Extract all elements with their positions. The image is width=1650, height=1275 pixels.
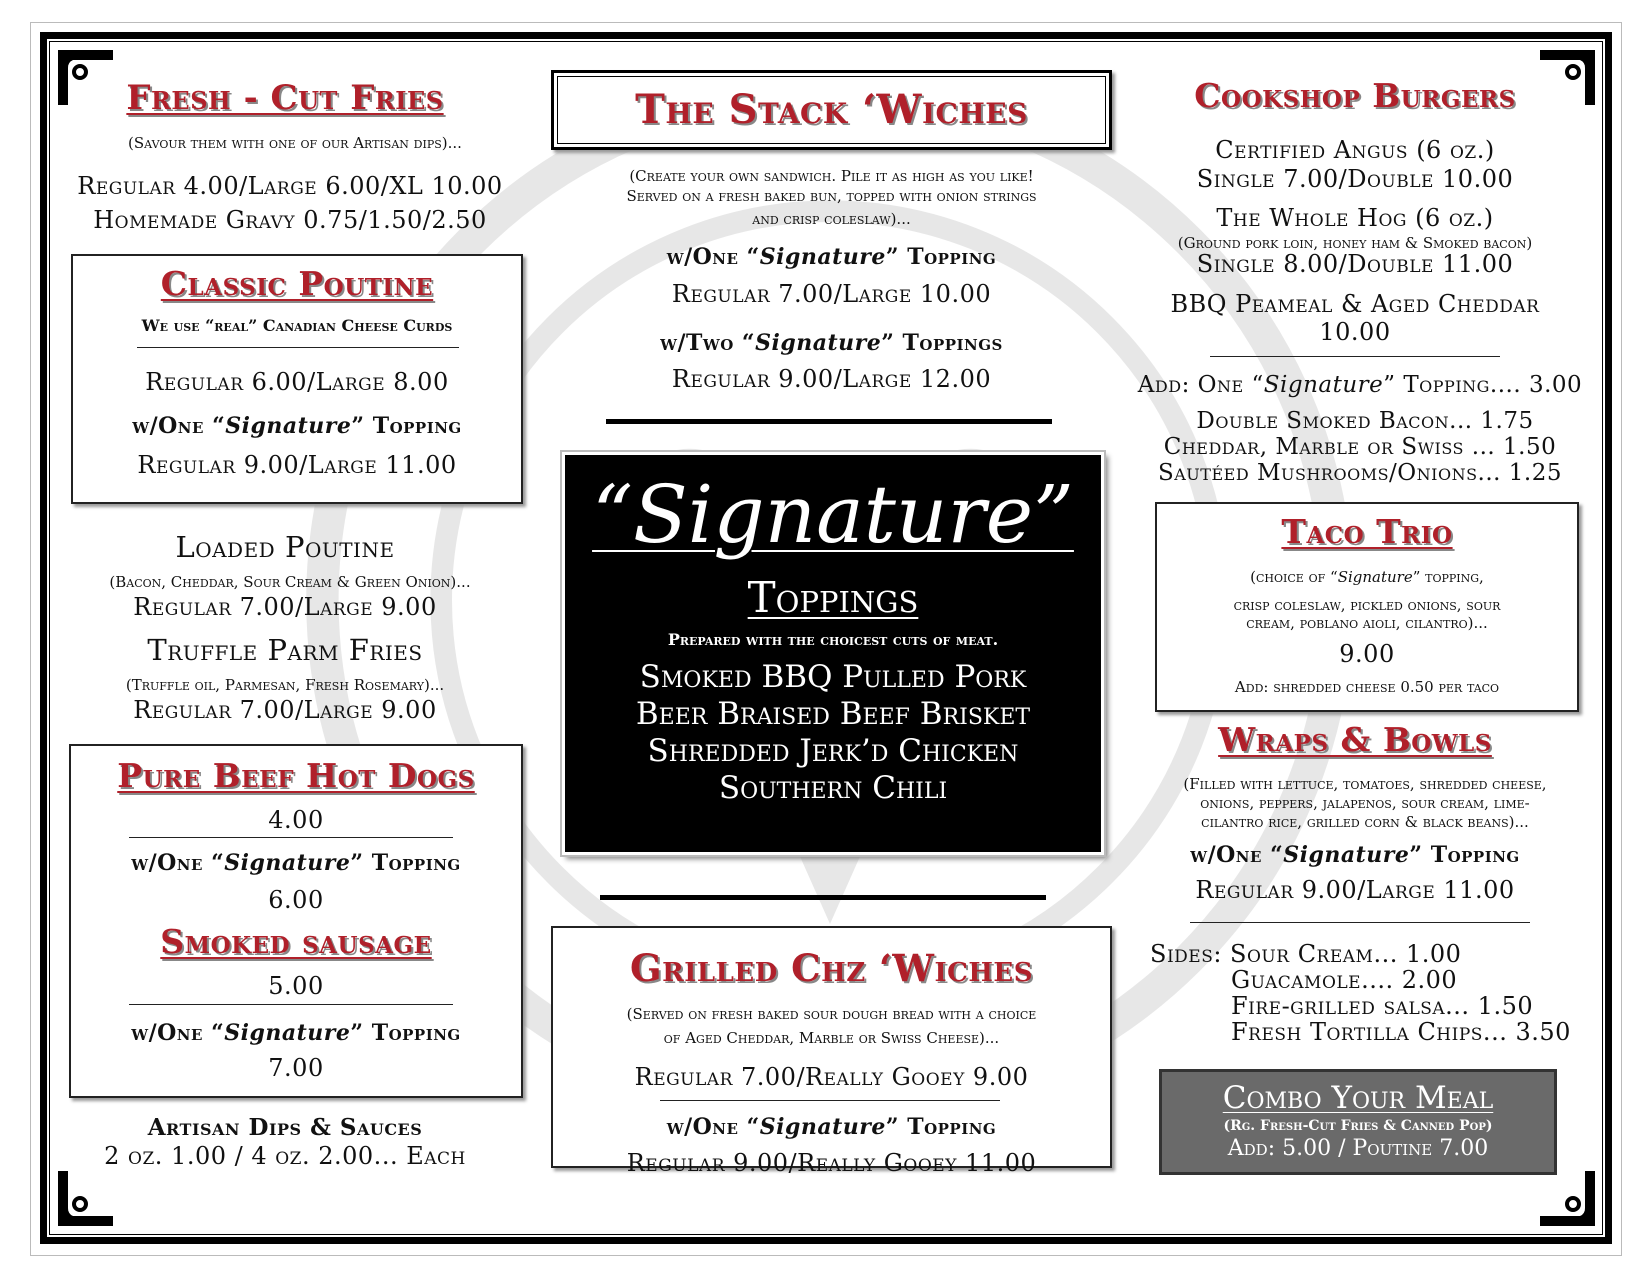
peameal-title: BBQ Peameal & Aged Cheddar <box>1170 290 1540 318</box>
stack-one-prices: Regular 7.00/Large 10.00 <box>671 280 992 308</box>
taco-title: Taco Trio <box>1281 512 1453 551</box>
stack-two-toppings: w/Two “Signature” Toppings <box>660 330 1003 356</box>
corner-ornament-icon <box>1535 1166 1595 1226</box>
signature-items-list <box>565 659 1101 807</box>
fries-prices: Regular 4.00/Large 6.00/XL 10.00 <box>77 172 503 200</box>
grilled-note-line1: (Served on fresh baked sour dough bread with a choice <box>626 1005 1037 1023</box>
hot-dogs-topping-price: 6.00 <box>268 886 324 914</box>
grilled-prices: Regular 7.00/Really Gooey 9.00 <box>634 1063 1029 1091</box>
combo-note: (Rg. Fresh-Cut Fries & Canned Pop) <box>1223 1118 1493 1134</box>
loaded-poutine-prices: Regular 7.00/Large 9.00 <box>133 593 437 621</box>
divider <box>1210 356 1500 357</box>
combo-prices: Add: 5.00 / Poutine 7.00 <box>1227 1136 1489 1161</box>
smoked-sausage-price: 5.00 <box>268 972 324 1000</box>
loaded-poutine-note: (Bacon, Cheddar, Sour Cream & Green Onion)... <box>109 573 471 591</box>
taco-note-line2: crisp coleslaw, pickled onions, sour <box>1233 596 1501 614</box>
signature-item: Beer Braised Beef Brisket <box>635 696 1031 732</box>
thick-divider <box>600 895 1046 900</box>
fries-note: (Savour them with one of our Artisan dips)... <box>128 134 462 152</box>
taco-add: Add: shredded cheese 0.50 per taco <box>1234 678 1500 696</box>
signature-subtitle: Toppings <box>747 573 919 622</box>
taco-note-line3: cream, poblano aioli, cilantro)... <box>1246 614 1488 632</box>
smoked-sausage-topping-price: 7.00 <box>268 1054 324 1082</box>
grilled-title: Grilled Chz ‘Wiches <box>630 946 1033 990</box>
dips-title: Artisan Dips & Sauces <box>147 1114 423 1141</box>
divider <box>129 1004 453 1005</box>
signature-note: Prepared with the choicest cuts of meat. <box>667 630 999 649</box>
wraps-note-line1: (Filled with lettuce, tomatoes, shredded cheese, <box>1183 775 1547 793</box>
smoked-sausage-topping: w/One “Signature” Topping <box>131 1020 461 1046</box>
fries-section <box>60 78 510 118</box>
stack-one-topping: w/One “Signature” Topping <box>666 244 997 270</box>
wraps-topping: w/One “Signature” Topping <box>1190 842 1520 868</box>
wraps-note-line3: cilantro rice, grilled corn & black beans)... <box>1201 813 1529 831</box>
loaded-poutine-title: Loaded Poutine <box>175 530 395 564</box>
wraps-topping-prices: Regular 9.00/Large 11.00 <box>1195 876 1515 904</box>
angus-title: Certified Angus (6 oz.) <box>1215 136 1495 164</box>
stack-note-line1: (Create your own sandwich. Pile it as high as you like! <box>629 167 1034 185</box>
stack-note-line2: Served on a fresh baked bun, topped with onion strings <box>626 187 1037 205</box>
burger-add-topping: Add: One “Signature” Topping.... 3.00 <box>1137 372 1583 398</box>
classic-poutine-prices: Regular 6.00/Large 8.00 <box>145 368 449 396</box>
hog-prices: Single 8.00/Double 11.00 <box>1196 250 1514 278</box>
combo-box <box>1159 1069 1557 1175</box>
taco-price: 9.00 <box>1339 640 1395 668</box>
peameal-price: 10.00 <box>1319 318 1391 346</box>
thick-divider <box>606 419 1052 424</box>
signature-item: Shredded Jerk’d Chicken <box>647 733 1019 769</box>
divider <box>1190 922 1530 923</box>
hot-dogs-title: Pure Beef Hot Dogs <box>117 756 475 795</box>
side-guacamole: Guacamole.... 2.00 <box>1231 966 1458 994</box>
hog-title: The Whole Hog (6 oz.) <box>1216 204 1494 232</box>
taco-note-line1: (choice of “Signature” topping, <box>1250 568 1484 586</box>
signature-item: Smoked BBQ Pulled Pork <box>639 659 1027 695</box>
divider <box>129 837 453 838</box>
corner-ornament-icon <box>58 1166 118 1226</box>
fries-title: Fresh - Cut Fries <box>126 78 444 118</box>
burger-add-bacon: Double Smoked Bacon... 1.75 <box>1196 408 1534 434</box>
grilled-topping: w/One “Signature” Topping <box>666 1114 997 1140</box>
stack-note-line3: and crisp coleslaw)... <box>752 210 911 228</box>
angus-prices: Single 7.00/Double 10.00 <box>1196 165 1514 193</box>
stack-two-prices: Regular 9.00/Large 12.00 <box>671 365 992 393</box>
dips-prices: 2 oz. 1.00 / 4 oz. 2.00... Each <box>104 1142 466 1170</box>
hot-dogs-topping: w/One “Signature” Topping <box>131 850 461 876</box>
truffle-note: (Truffle oil, Parmesan, Fresh Rosemary)... <box>125 676 445 694</box>
divider <box>137 347 459 348</box>
burger-add-mushrooms: Sautéed Mushrooms/Onions... 1.25 <box>1158 460 1562 486</box>
gravy-prices: Homemade Gravy 0.75/1.50/2.50 <box>93 206 487 234</box>
signature-item: Southern Chili <box>718 770 948 806</box>
divider <box>660 1100 1000 1101</box>
hot-dogs-price: 4.00 <box>268 806 324 834</box>
signature-toppings-box <box>562 452 1104 855</box>
combo-title: Combo Your Meal <box>1222 1080 1494 1116</box>
side-sour-cream: Sides: Sour Cream... 1.00 <box>1150 940 1462 968</box>
stack-title: The Stack ‘Wiches <box>635 86 1028 133</box>
hog-note: (Ground pork loin, honey ham & Smoked bacon) <box>1177 234 1533 252</box>
truffle-title: Truffle Parm Fries <box>147 633 423 667</box>
side-chips: Fresh Tortilla Chips... 3.50 <box>1231 1018 1571 1046</box>
classic-poutine-topping-prices: Regular 9.00/Large 11.00 <box>137 451 457 479</box>
burger-add-cheese: Cheddar, Marble or Swiss ... 1.50 <box>1163 434 1557 460</box>
burgers-title: Cookshop Burgers <box>1194 76 1516 115</box>
classic-poutine-note: We use “real” Canadian Cheese Curds <box>141 316 453 335</box>
signature-title: “Signature” <box>592 468 1074 561</box>
wraps-title: Wraps & Bowls <box>1218 720 1492 759</box>
grilled-note-line2: of Aged Cheddar, Marble or Swiss Cheese)... <box>663 1029 1000 1047</box>
classic-poutine-topping: w/One “Signature” Topping <box>132 413 462 439</box>
truffle-prices: Regular 7.00/Large 9.00 <box>133 696 437 724</box>
side-salsa: Fire-grilled salsa... 1.50 <box>1231 992 1534 1020</box>
smoked-sausage-title: Smoked sausage <box>160 922 432 961</box>
wraps-note-line2: onions, peppers, jalapenos, sour cream, lime- <box>1200 794 1530 812</box>
classic-poutine-title: Classic Poutine <box>160 264 434 303</box>
grilled-topping-prices: Regular 9.00/Really Gooey 11.00 <box>626 1149 1037 1177</box>
